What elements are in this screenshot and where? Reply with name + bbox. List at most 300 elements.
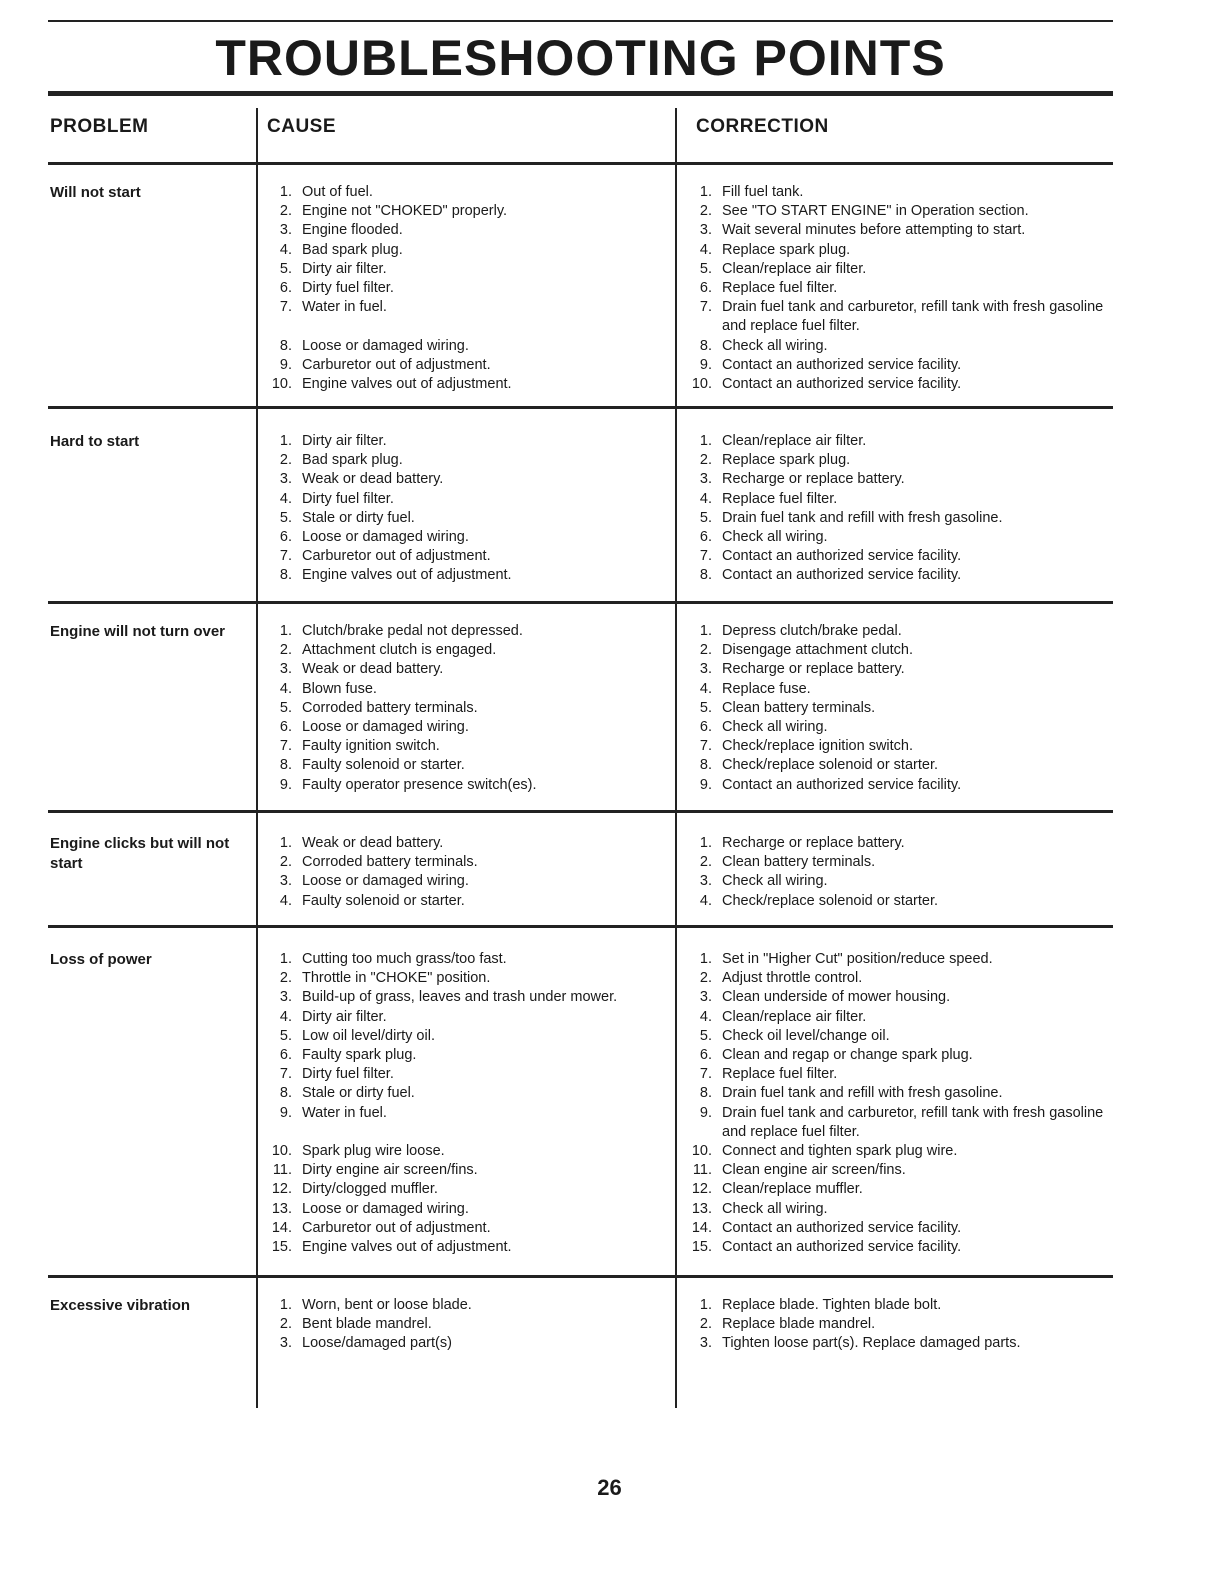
item-number: 8. (699, 567, 712, 584)
cause-list (266, 622, 671, 795)
item-text: Check all wiring. (722, 337, 828, 354)
cause-item (266, 853, 671, 872)
correction-item (686, 1104, 1106, 1142)
item-text: Set in "Higher Cut" position/reduce speed. (722, 951, 993, 967)
cause-item (266, 566, 671, 585)
item-number: 13. (691, 1200, 712, 1217)
item-number: 1. (699, 1297, 712, 1313)
item-number: 4. (279, 490, 292, 507)
item-text: Spark plug wire loose. (302, 1143, 445, 1160)
item-number: 1. (279, 951, 292, 967)
item-text: Contact an authorized service facility. (722, 548, 962, 565)
item-text: Weak or dead battery. (302, 471, 444, 488)
problem-label: Will not start (50, 184, 141, 201)
item-text: Corroded battery terminals. (302, 854, 478, 871)
item-number: 2. (699, 1316, 712, 1333)
item-number: 2. (279, 642, 292, 659)
item-number: 10. (271, 1143, 292, 1160)
item-text: Replace blade mandrel. (722, 1316, 876, 1333)
item-text: Carburetor out of adjustment. (302, 1219, 491, 1236)
item-number: 9. (279, 356, 292, 373)
cause-item (266, 1180, 671, 1199)
cause-item (266, 699, 671, 718)
item-text: Loose or damaged wiring. (302, 873, 469, 890)
item-text: Check/replace ignition switch. (722, 738, 914, 755)
cause-item (266, 872, 671, 891)
item-number: 5. (699, 509, 712, 526)
item-number: 5. (699, 260, 712, 277)
correction-item (686, 737, 1106, 756)
item-text: Clean/replace air filter. (722, 260, 867, 277)
item-text: Dirty air filter. (302, 433, 387, 449)
correction-list (686, 1296, 1106, 1354)
item-text: Dirty air filter. (302, 1008, 387, 1025)
correction-item (686, 1180, 1106, 1199)
header-correction: CORRECTION (696, 116, 829, 137)
item-number: 5. (279, 699, 292, 716)
item-number: 5. (699, 1027, 712, 1044)
item-number: 2. (699, 203, 712, 220)
cause-item (266, 1084, 671, 1103)
correction-item (686, 660, 1106, 679)
header-rule (48, 162, 1113, 165)
cause-item (266, 1123, 671, 1142)
item-number: 3. (699, 1335, 712, 1352)
correction-item (686, 718, 1106, 737)
section-rule (48, 810, 1113, 813)
correction-item (686, 1219, 1106, 1238)
item-text: Clutch/brake pedal not depressed. (302, 623, 523, 639)
item-number: 8. (279, 567, 292, 584)
item-text: See "TO START ENGINE" in Operation section. (722, 203, 1029, 220)
item-text: Contact an authorized service facility. (722, 356, 962, 373)
item-number: 4. (279, 680, 292, 697)
correction-item (686, 241, 1106, 260)
item-number: 3. (279, 1335, 292, 1352)
item-number: 8. (699, 757, 712, 774)
item-number: 1. (699, 951, 712, 967)
item-number: 9. (279, 776, 292, 793)
item-text: Clean and regap or change spark plug. (722, 1047, 973, 1064)
item-number: 1. (279, 184, 292, 200)
cause-item (266, 1296, 671, 1315)
item-text: Out of fuel. (302, 184, 373, 200)
item-number: 10. (691, 1143, 712, 1160)
item-text: Drain fuel tank and carburetor, refill tank with fresh gasoline and replace fuel filter. (722, 1104, 1104, 1140)
item-text: Engine valves out of adjustment. (302, 376, 512, 393)
cause-item (266, 470, 671, 489)
item-text: Recharge or replace battery. (722, 471, 905, 488)
item-number: 9. (279, 1104, 292, 1121)
item-text: Contact an authorized service facility. (722, 1219, 962, 1236)
cause-item (266, 1027, 671, 1046)
item-number: 1. (279, 433, 292, 449)
cause-item (266, 1104, 671, 1123)
item-number: 3. (699, 989, 712, 1006)
cause-item (266, 528, 671, 547)
item-number: 1. (279, 835, 292, 851)
page-title: TROUBLESHOOTING POINTS (215, 30, 946, 86)
problem-label: Excessive vibration (50, 1297, 191, 1314)
cause-item (266, 756, 671, 775)
correction-item (686, 834, 1106, 853)
cause-item (266, 1219, 671, 1238)
problem-label: Engine clicks but will not start (50, 835, 230, 872)
correction-item (686, 776, 1106, 795)
cause-list (266, 1296, 671, 1354)
item-text: Drain fuel tank and carburetor, refill tank with fresh gasoline and replace fuel filter. (722, 299, 1104, 335)
item-text: Carburetor out of adjustment. (302, 356, 491, 373)
correction-item (686, 509, 1106, 528)
item-text: Contact an authorized service facility. (722, 376, 962, 393)
cause-item (266, 260, 671, 279)
item-text: Clean/replace muffler. (722, 1181, 863, 1198)
cause-item (266, 641, 671, 660)
correction-item (686, 1142, 1106, 1161)
item-number: 12. (691, 1181, 712, 1198)
item-text: Check all wiring. (722, 719, 828, 736)
item-text: Loose or damaged wiring. (302, 1200, 469, 1217)
correction-item (686, 528, 1106, 547)
item-number: 7. (279, 1066, 292, 1083)
cause-item (266, 375, 671, 394)
item-number: 6. (279, 1047, 292, 1064)
item-text: Check/replace solenoid or starter. (722, 892, 938, 909)
item-number: 7. (279, 548, 292, 565)
cause-list (266, 183, 671, 394)
item-number: 1. (699, 184, 712, 200)
cause-item (266, 183, 671, 202)
item-number: 1. (699, 835, 712, 851)
item-number: 4. (699, 241, 712, 258)
item-number: 12. (271, 1181, 292, 1198)
item-text: Water in fuel. (302, 299, 387, 316)
correction-item (686, 451, 1106, 470)
item-text: Bad spark plug. (302, 241, 403, 258)
item-number: 8. (279, 337, 292, 354)
correction-item (686, 183, 1106, 202)
cause-item (266, 221, 671, 240)
cause-item (266, 1065, 671, 1084)
cause-item (266, 298, 671, 317)
item-number: 8. (279, 1085, 292, 1102)
item-number: 11. (272, 1162, 292, 1179)
correction-item (686, 1065, 1106, 1084)
item-text: Contact an authorized service facility. (722, 776, 962, 793)
item-text: Water in fuel. (302, 1104, 387, 1121)
section-rule (48, 925, 1113, 928)
cause-item (266, 622, 671, 641)
item-text: Clean engine air screen/fins. (722, 1162, 906, 1179)
item-number: 3. (699, 661, 712, 678)
item-number: 1. (699, 433, 712, 449)
item-text: Drain fuel tank and refill with fresh gasoline. (722, 1085, 1003, 1102)
correction-item (686, 680, 1106, 699)
item-number: 9. (699, 1104, 712, 1121)
item-number: 4. (279, 892, 292, 909)
item-text: Recharge or replace battery. (722, 661, 905, 678)
cause-item (266, 432, 671, 451)
cause-item (266, 660, 671, 679)
header-cause: CAUSE (267, 116, 337, 137)
item-number: 9. (699, 776, 712, 793)
correction-item (686, 641, 1106, 660)
correction-list (686, 183, 1106, 394)
item-number: 2. (699, 854, 712, 871)
item-number: 7. (699, 1066, 712, 1083)
correction-item (686, 1046, 1106, 1065)
item-text: Tighten loose part(s). Replace damaged parts. (722, 1335, 1021, 1352)
item-text: Loose or damaged wiring. (302, 719, 469, 736)
item-number: 4. (279, 241, 292, 258)
correction-item (686, 853, 1106, 872)
item-number: 8. (699, 337, 712, 354)
item-number: 4. (699, 892, 712, 909)
item-number: 7. (279, 299, 292, 316)
cause-item (266, 317, 671, 336)
problem-label: Engine will not turn over (50, 623, 226, 640)
correction-item (686, 622, 1106, 641)
cause-item (266, 547, 671, 566)
item-number: 5. (699, 699, 712, 716)
correction-item (686, 756, 1106, 775)
item-number: 2. (699, 970, 712, 987)
item-text: Replace blade. Tighten blade bolt. (722, 1297, 942, 1313)
correction-item (686, 547, 1106, 566)
item-text: Drain fuel tank and refill with fresh gasoline. (722, 509, 1003, 526)
correction-item (686, 969, 1106, 988)
cause-item (266, 1161, 671, 1180)
correction-item (686, 1200, 1106, 1219)
item-number: 3. (699, 222, 712, 239)
item-number: 10. (691, 376, 712, 393)
item-text: Faulty operator presence switch(es). (302, 776, 537, 793)
item-text: Adjust throttle control. (722, 970, 863, 987)
item-number: 13. (271, 1200, 292, 1217)
item-number: 7. (279, 738, 292, 755)
item-text: Depress clutch/brake pedal. (722, 623, 902, 639)
item-number: 6. (699, 529, 712, 546)
item-number: 3. (279, 989, 292, 1006)
item-number: 15. (271, 1239, 292, 1256)
correction-item (686, 566, 1106, 585)
table-header (48, 108, 1113, 168)
correction-item (686, 490, 1106, 509)
item-text: Clean battery terminals. (722, 699, 876, 716)
item-text: Bent blade mandrel. (302, 1316, 432, 1333)
cause-item (266, 1008, 671, 1027)
column-divider (256, 108, 258, 1408)
item-number: 2. (699, 452, 712, 469)
cause-item (266, 776, 671, 795)
item-text: Engine not "CHOKED" properly. (302, 203, 508, 220)
item-text: Faulty solenoid or starter. (302, 892, 465, 909)
correction-item (686, 1008, 1106, 1027)
item-number: 3. (279, 873, 292, 890)
item-number: 5. (279, 1027, 292, 1044)
item-text: Weak or dead battery. (302, 835, 444, 851)
item-text: Loose or damaged wiring. (302, 337, 469, 354)
item-text: Clean/replace air filter. (722, 433, 867, 449)
item-text: Check all wiring. (722, 529, 828, 546)
item-text: Engine valves out of adjustment. (302, 1239, 512, 1256)
item-text: Disengage attachment clutch. (722, 642, 914, 659)
item-text: Faulty spark plug. (302, 1047, 417, 1064)
correction-item (686, 872, 1106, 891)
section-rule (48, 1275, 1113, 1278)
item-number: 2. (279, 1316, 292, 1333)
correction-item (686, 1296, 1106, 1315)
item-number: 1. (699, 623, 712, 639)
item-number: 2. (279, 854, 292, 871)
cause-item (266, 241, 671, 260)
item-number: 14. (271, 1219, 292, 1236)
item-number: 6. (279, 719, 292, 736)
correction-item (686, 432, 1106, 451)
item-text: Dirty fuel filter. (302, 1066, 394, 1083)
correction-item (686, 356, 1106, 375)
item-text: Check all wiring. (722, 873, 828, 890)
cause-item (266, 892, 671, 911)
item-number: 3. (699, 873, 712, 890)
item-number: 6. (699, 719, 712, 736)
item-text: Weak or dead battery. (302, 661, 444, 678)
item-text: Throttle in "CHOKE" position. (302, 970, 491, 987)
problem-label: Loss of power (50, 951, 152, 968)
item-number: 3. (279, 661, 292, 678)
correction-list (686, 432, 1106, 586)
item-text: Fill fuel tank. (722, 184, 804, 200)
correction-list (686, 622, 1106, 795)
cause-item (266, 737, 671, 756)
top-rule (48, 20, 1113, 22)
item-number: 6. (699, 280, 712, 297)
cause-item (266, 1334, 671, 1353)
item-number: 5. (279, 509, 292, 526)
correction-list (686, 950, 1106, 1257)
correction-item (686, 892, 1106, 911)
correction-item (686, 221, 1106, 240)
item-number: 15. (691, 1239, 712, 1256)
item-text: Faulty ignition switch. (302, 738, 440, 755)
cause-item (266, 490, 671, 509)
correction-item (686, 1084, 1106, 1103)
item-text: Clean battery terminals. (722, 854, 876, 871)
item-text: Dirty air filter. (302, 260, 387, 277)
item-text: Dirty fuel filter. (302, 490, 394, 507)
item-text: Carburetor out of adjustment. (302, 548, 491, 565)
cause-item (266, 202, 671, 221)
cause-list (266, 950, 671, 1257)
item-number: 10. (271, 376, 292, 393)
item-number: 6. (279, 529, 292, 546)
correction-item (686, 202, 1106, 221)
problem-label: Hard to start (50, 433, 140, 450)
item-number: 7. (699, 738, 712, 755)
item-number: 7. (699, 299, 712, 316)
cause-item (266, 680, 671, 699)
item-text: Contact an authorized service facility. (722, 567, 962, 584)
cause-item (266, 451, 671, 470)
cause-item (266, 509, 671, 528)
correction-item (686, 1161, 1106, 1180)
item-text: Stale or dirty fuel. (302, 509, 415, 526)
item-number: 2. (279, 203, 292, 220)
correction-item (686, 298, 1106, 336)
item-text: Check oil level/change oil. (722, 1027, 890, 1044)
item-number: 1. (279, 623, 292, 639)
cause-item (266, 356, 671, 375)
item-text: Replace spark plug. (722, 452, 851, 469)
correction-item (686, 279, 1106, 298)
item-text: Corroded battery terminals. (302, 699, 478, 716)
item-number: 3. (699, 471, 712, 488)
cause-list (266, 834, 671, 911)
correction-item (686, 1334, 1106, 1353)
item-text: Attachment clutch is engaged. (302, 642, 497, 659)
item-text: Engine valves out of adjustment. (302, 567, 512, 584)
item-number: 9. (699, 356, 712, 373)
item-number: 1. (279, 1297, 292, 1313)
item-number: 4. (699, 1008, 712, 1025)
item-number: 3. (279, 222, 292, 239)
item-text: Engine flooded. (302, 222, 403, 239)
item-text: Dirty/clogged muffler. (302, 1181, 438, 1198)
item-number: 2. (699, 642, 712, 659)
item-text: Replace fuse. (722, 680, 811, 697)
item-text: Replace fuel filter. (722, 280, 838, 297)
cause-item (266, 988, 671, 1007)
correction-item (686, 375, 1106, 394)
item-number: 6. (279, 280, 292, 297)
item-text: Check/replace solenoid or starter. (722, 757, 938, 774)
cause-item (266, 1142, 671, 1161)
item-text: Bad spark plug. (302, 452, 403, 469)
item-text: Dirty engine air screen/fins. (302, 1162, 478, 1179)
item-text: Faulty solenoid or starter. (302, 757, 465, 774)
section-rule (48, 406, 1113, 409)
item-text: Loose/damaged part(s) (302, 1335, 452, 1352)
page-number: 26 (597, 1475, 622, 1500)
cause-item (266, 834, 671, 853)
item-text: Replace fuel filter. (722, 490, 838, 507)
item-text: Contact an authorized service facility. (722, 1239, 962, 1256)
item-number: 8. (699, 1085, 712, 1102)
item-text: Connect and tighten spark plug wire. (722, 1143, 958, 1160)
item-number: 2. (279, 452, 292, 469)
item-text: Dirty fuel filter. (302, 280, 394, 297)
item-text: Blown fuse. (302, 680, 377, 697)
correction-item (686, 1027, 1106, 1046)
item-text: Clean/replace air filter. (722, 1008, 867, 1025)
item-number: 14. (691, 1219, 712, 1236)
correction-list (686, 834, 1106, 911)
item-number: 4. (699, 490, 712, 507)
title-rule (48, 91, 1113, 96)
cause-item (266, 279, 671, 298)
correction-item (686, 260, 1106, 279)
correction-item (686, 950, 1106, 969)
item-number: 4. (699, 680, 712, 697)
item-text: Cutting too much grass/too fast. (302, 951, 507, 967)
correction-item (686, 470, 1106, 489)
cause-item (266, 1200, 671, 1219)
item-text: Recharge or replace battery. (722, 835, 905, 851)
item-number: 5. (279, 260, 292, 277)
header-problem: PROBLEM (50, 116, 149, 137)
item-number: 6. (699, 1047, 712, 1064)
item-text: Loose or damaged wiring. (302, 529, 469, 546)
